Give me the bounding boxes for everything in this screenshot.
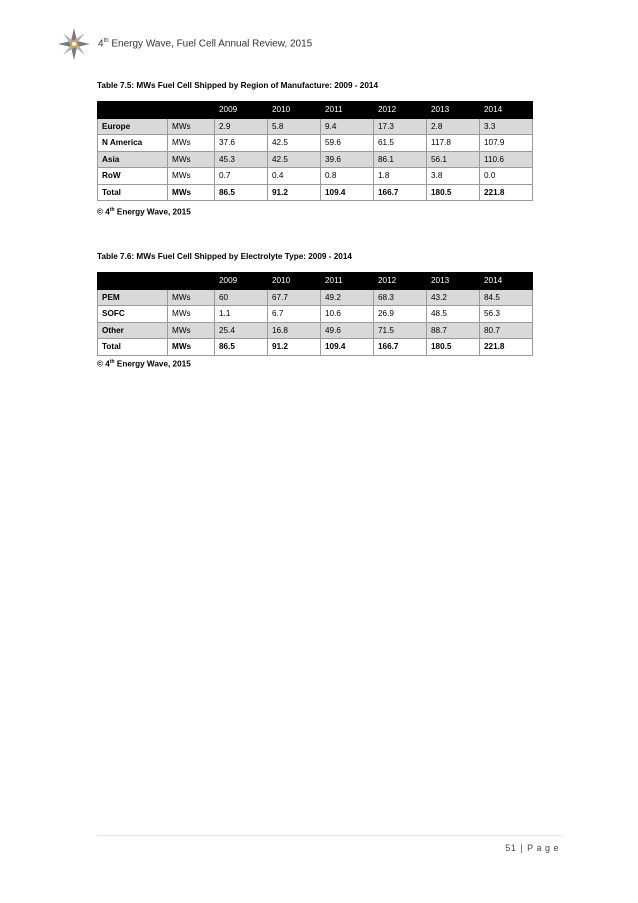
unit-cell: MWs xyxy=(168,135,215,152)
value-cell: 16.8 xyxy=(268,322,321,339)
value-cell: 43.2 xyxy=(427,289,480,306)
header-cell-blank xyxy=(168,273,215,290)
compass-star-logo xyxy=(58,28,90,60)
year-header-cell: 2010 xyxy=(268,102,321,119)
table-header-row xyxy=(98,273,533,290)
table-row xyxy=(98,118,533,135)
year-header-cell: 2011 xyxy=(321,273,374,290)
year-header-cell: 2010 xyxy=(268,273,321,290)
value-cell: 2.9 xyxy=(215,118,268,135)
value-cell: 67.7 xyxy=(268,289,321,306)
value-cell: 60 xyxy=(215,289,268,306)
table-row xyxy=(98,322,533,339)
value-cell: 10.6 xyxy=(321,306,374,323)
value-cell: 6.7 xyxy=(268,306,321,323)
value-cell: 68.3 xyxy=(374,289,427,306)
value-cell: 107.9 xyxy=(480,135,533,152)
unit-cell: MWs xyxy=(168,118,215,135)
unit-cell: MWs xyxy=(168,306,215,323)
table-header-row xyxy=(98,102,533,119)
value-cell: 109.4 xyxy=(321,184,374,201)
value-cell: 180.5 xyxy=(427,339,480,356)
value-cell: 48.5 xyxy=(427,306,480,323)
value-cell: 42.5 xyxy=(268,151,321,168)
row-label-cell: PEM xyxy=(98,289,168,306)
value-cell: 56.1 xyxy=(427,151,480,168)
value-cell: 180.5 xyxy=(427,184,480,201)
value-cell: 221.8 xyxy=(480,339,533,356)
row-label-cell: Asia xyxy=(98,151,168,168)
value-cell: 86.1 xyxy=(374,151,427,168)
table-row xyxy=(98,306,533,323)
value-cell: 86.5 xyxy=(215,184,268,201)
value-cell: 37.6 xyxy=(215,135,268,152)
row-label-cell: Europe xyxy=(98,118,168,135)
value-cell: 56.3 xyxy=(480,306,533,323)
value-cell: 84.5 xyxy=(480,289,533,306)
row-label-cell: Other xyxy=(98,322,168,339)
value-cell: 0.7 xyxy=(215,168,268,185)
header-cell-blank xyxy=(98,102,168,119)
electrolyte-table xyxy=(97,272,533,356)
value-cell: 59.6 xyxy=(321,135,374,152)
unit-cell: MWs xyxy=(168,339,215,356)
page-number: 51 xyxy=(505,843,517,853)
value-cell: 9.4 xyxy=(321,118,374,135)
unit-cell: MWs xyxy=(168,151,215,168)
value-cell: 0.4 xyxy=(268,168,321,185)
footer-separator: | xyxy=(520,843,524,853)
unit-cell: MWs xyxy=(168,289,215,306)
table-row xyxy=(98,289,533,306)
header-cell-blank xyxy=(98,273,168,290)
value-cell: 3.3 xyxy=(480,118,533,135)
value-cell: 1.8 xyxy=(374,168,427,185)
value-cell: 5.8 xyxy=(268,118,321,135)
value-cell: 91.2 xyxy=(268,339,321,356)
value-cell: 25.4 xyxy=(215,322,268,339)
value-cell: 166.7 xyxy=(374,184,427,201)
year-header-cell: 2012 xyxy=(374,102,427,119)
year-header-cell: 2009 xyxy=(215,102,268,119)
value-cell: 61.5 xyxy=(374,135,427,152)
table1-caption: Table 7.5: MWs Fuel Cell Shipped by Region of Manufacture: 2009 - 2014 xyxy=(97,81,379,90)
header-title: 4th Energy Wave, Fuel Cell Annual Review, 2015 xyxy=(98,38,313,50)
table2-caption: Table 7.6: MWs Fuel Cell Shipped by Electrolyte Type: 2009 - 2014 xyxy=(97,252,352,261)
value-cell: 221.8 xyxy=(480,184,533,201)
year-header-cell: 2014 xyxy=(480,273,533,290)
value-cell: 49.2 xyxy=(321,289,374,306)
value-cell: 117.8 xyxy=(427,135,480,152)
value-cell: 3.8 xyxy=(427,168,480,185)
unit-cell: MWs xyxy=(168,322,215,339)
value-cell: 39.6 xyxy=(321,151,374,168)
year-header-cell: 2012 xyxy=(374,273,427,290)
unit-cell: MWs xyxy=(168,168,215,185)
table-row xyxy=(98,168,533,185)
page-header xyxy=(58,28,578,62)
table1-copyright: © 4th Energy Wave, 2015 xyxy=(97,207,191,217)
region-table xyxy=(97,101,533,201)
table-row xyxy=(98,339,533,356)
value-cell: 2.8 xyxy=(427,118,480,135)
value-cell: 166.7 xyxy=(374,339,427,356)
page-footer xyxy=(505,843,559,853)
value-cell: 80.7 xyxy=(480,322,533,339)
row-label-cell: SOFC xyxy=(98,306,168,323)
value-cell: 0.8 xyxy=(321,168,374,185)
row-label-cell: Total xyxy=(98,184,168,201)
value-cell: 49.6 xyxy=(321,322,374,339)
value-cell: 0.0 xyxy=(480,168,533,185)
header-cell-blank xyxy=(168,102,215,119)
page-word: P a g e xyxy=(527,843,559,853)
value-cell: 71.5 xyxy=(374,322,427,339)
value-cell: 86.5 xyxy=(215,339,268,356)
year-header-cell: 2013 xyxy=(427,273,480,290)
year-header-cell: 2013 xyxy=(427,102,480,119)
footer-divider xyxy=(97,835,563,836)
row-label-cell: RoW xyxy=(98,168,168,185)
year-header-cell: 2011 xyxy=(321,102,374,119)
table-row xyxy=(98,135,533,152)
value-cell: 110.6 xyxy=(480,151,533,168)
value-cell: 17.3 xyxy=(374,118,427,135)
value-cell: 109.4 xyxy=(321,339,374,356)
unit-cell: MWs xyxy=(168,184,215,201)
year-header-cell: 2009 xyxy=(215,273,268,290)
row-label-cell: N America xyxy=(98,135,168,152)
table-row xyxy=(98,151,533,168)
table-row xyxy=(98,184,533,201)
row-label-cell: Total xyxy=(98,339,168,356)
year-header-cell: 2014 xyxy=(480,102,533,119)
table2-copyright: © 4th Energy Wave, 2015 xyxy=(97,359,191,369)
value-cell: 91.2 xyxy=(268,184,321,201)
value-cell: 45.3 xyxy=(215,151,268,168)
value-cell: 1.1 xyxy=(215,306,268,323)
value-cell: 26.9 xyxy=(374,306,427,323)
value-cell: 42.5 xyxy=(268,135,321,152)
value-cell: 88.7 xyxy=(427,322,480,339)
